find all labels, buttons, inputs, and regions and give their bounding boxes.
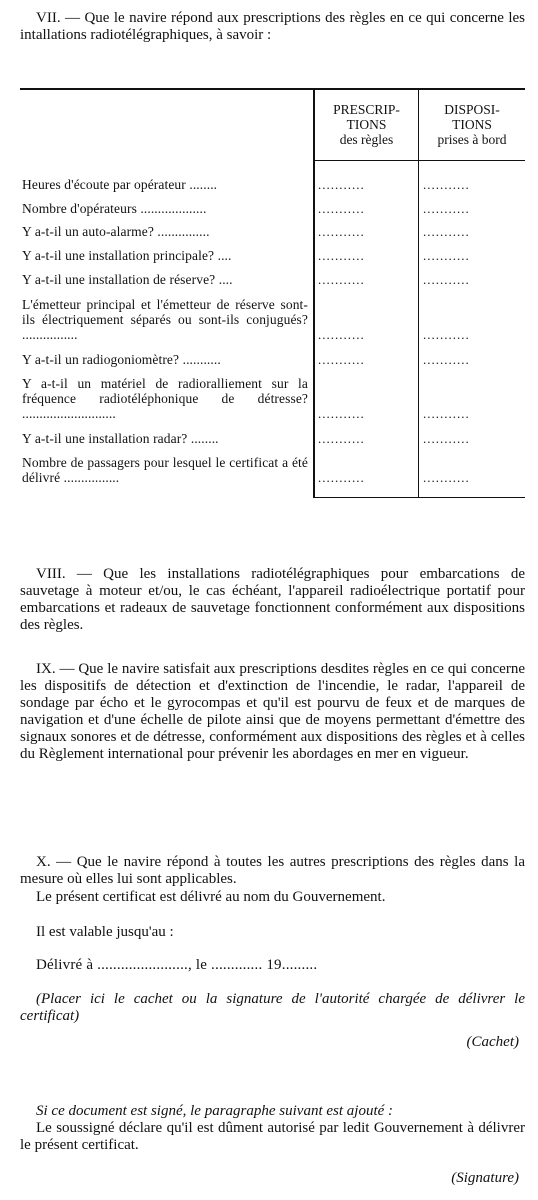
table-row-label: Nombre d'opérateurs ...................: [22, 201, 207, 216]
prescription-dots: ...........: [318, 406, 365, 421]
disposition-dots: ...........: [423, 431, 470, 446]
declaration-text: Le soussigné déclare qu'il est dûment autorisé par ledit Gouvernement à délivrer le présent certificat.: [20, 1120, 525, 1153]
disposition-dots: ...........: [423, 201, 470, 216]
column-header-prescriptions-line2: TIONS: [346, 117, 387, 132]
prescription-dots: ...........: [318, 431, 365, 446]
column-header-prescriptions-line1: PRESCRIP-: [333, 102, 400, 117]
disposition-dots: ...........: [423, 224, 470, 239]
prescription-dots: ...........: [318, 201, 365, 216]
column-header-dispositions-line3: prises à bord: [437, 132, 507, 147]
disposition-dots: ...........: [423, 327, 470, 342]
signed-note-text: Si ce document est signé, le paragraphe suivant est ajouté :: [36, 1103, 394, 1119]
delivered-at-text: Délivré à ......................., le ............. 19.........: [36, 957, 318, 973]
section-viii-text: VIII. — Que les installations radiotélégraphiques pour embarcations de sauvetage à moteur et/ou, le cas échéant, l'appareil radioélectrique portatif pour embarcations et radeaux de sauvetage fonctionnent conformément aux dispositions des règles.: [20, 566, 525, 633]
table-row-label: Y a-t-il un matériel de radioralliement sur la fréquence radiotéléphonique de détresse? ...........................: [22, 376, 308, 421]
disposition-dots: ...........: [423, 470, 470, 485]
signature-label: (Signature): [451, 1170, 519, 1186]
column-header-prescriptions-line3: des règles: [339, 132, 394, 147]
disposition-dots: ...........: [423, 406, 470, 421]
table-row-label: Y a-t-il une installation de réserve? ....: [22, 272, 233, 287]
table-row-label: Y a-t-il une installation principale? ....: [22, 248, 232, 263]
disposition-dots: ...........: [423, 272, 470, 287]
column-header-dispositions-line2: TIONS: [452, 117, 492, 132]
prescription-dots: ...........: [318, 272, 365, 287]
placeholder-note-text: (Placer ici le cachet ou la signature de l'autorité chargée de délivrer le certificat): [20, 991, 525, 1024]
delivered-name-text: Le présent certificat est délivré au nom du Gouvernement.: [36, 889, 386, 905]
table-bottom-rule: [313, 497, 525, 498]
table-row-label: Y a-t-il un radiogoniomètre? ...........: [22, 352, 221, 367]
table-column-divider-1: [313, 89, 315, 498]
table-top-rule: [20, 88, 525, 90]
table-row-label: Heures d'écoute par opérateur ........: [22, 177, 218, 192]
disposition-dots: ...........: [423, 177, 470, 192]
disposition-dots: ...........: [423, 248, 470, 263]
prescription-dots: ...........: [318, 248, 365, 263]
prescription-dots: ...........: [318, 177, 365, 192]
disposition-dots: ...........: [423, 352, 470, 367]
cachet-label: (Cachet): [466, 1034, 519, 1050]
prescription-dots: ...........: [318, 352, 365, 367]
table-column-divider-2: [418, 89, 419, 498]
section-vii-text: VII. — Que le navire répond aux prescriptions des règles en ce qui concerne les intallations radiotélégraphiques, à savoir :: [20, 10, 525, 43]
valid-until-text: Il est valable jusqu'au :: [36, 924, 174, 940]
table-row-label: Y a-t-il un auto-alarme? ...............: [22, 224, 210, 239]
table-row-label: Nombre de passagers pour lesquel le certificat a été délivré ................: [22, 455, 308, 485]
table-row-label: Y a-t-il une installation radar? ........: [22, 431, 219, 446]
column-header-dispositions-line1: DISPOSI-: [444, 102, 500, 117]
prescription-dots: ...........: [318, 470, 365, 485]
table-row-label: L'émetteur principal et l'émetteur de réserve sont-ils électriquement séparés ou sont-ils conjugués? ................: [22, 297, 308, 342]
section-ix-text: IX. — Que le navire satisfait aux prescriptions desdites règles en ce qui concerne les dispositifs de détection et d'extinction de l'incendie, le radar, l'appareil de sondage par écho et le gyrocompas et qu'il est pourvu de feux et de marques de navigation et d'une échelle de pilote ainsi que de moyens permettant d'émettre des signaux sonores et de détresse, conformément aux dispositions des règles et à celles du Règlement international pour prévenir les abordages en mer en vigueur.: [20, 661, 525, 762]
prescription-dots: ...........: [318, 327, 365, 342]
section-x-text: X. — Que le navire répond à toutes les autres prescriptions des règles dans la mesure où elles lui sont applicables.: [20, 854, 525, 887]
column-header-dispositions: [419, 102, 525, 147]
table-header-rule: [313, 160, 525, 161]
column-header-prescriptions: [315, 102, 418, 147]
prescription-dots: ...........: [318, 224, 365, 239]
